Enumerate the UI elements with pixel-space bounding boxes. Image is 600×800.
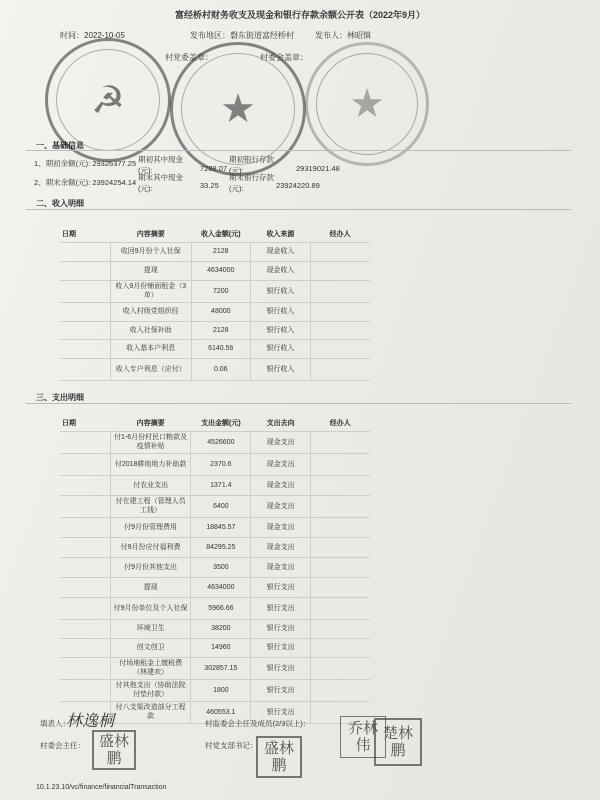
cell-handler bbox=[310, 321, 370, 339]
cell-date bbox=[60, 431, 110, 453]
cell-summary: 收入专户利息（应付） bbox=[110, 358, 191, 380]
closing-cash: 期末其中现金(元): bbox=[138, 173, 183, 193]
cell-amount: 4526600 bbox=[191, 431, 251, 453]
cell-source: 银行支出 bbox=[251, 577, 311, 597]
cell-source: 银行收入 bbox=[251, 280, 311, 302]
cell-amount: 38200 bbox=[191, 619, 251, 638]
cell-amount: 1800 bbox=[191, 679, 251, 701]
cell-handler bbox=[310, 495, 370, 517]
area-field: 发布地区：磐东街道富经桥村 bbox=[190, 31, 294, 40]
cell-date bbox=[60, 321, 110, 339]
party-stamp-icon: ☭ bbox=[45, 38, 171, 162]
expense-table bbox=[60, 417, 370, 724]
header-source: 收入来源 bbox=[266, 231, 295, 239]
cell-source: 现金支出 bbox=[251, 431, 311, 453]
cell-handler bbox=[310, 280, 370, 302]
cell-summary: 付八支渠改造部分工程款 bbox=[110, 701, 190, 723]
committee-stamp-icon: ★ bbox=[170, 42, 306, 176]
cell-date bbox=[60, 619, 110, 638]
secretary-seal-icon: 盛 林 鹏 bbox=[256, 736, 302, 778]
cell-date bbox=[60, 557, 110, 577]
cell-source: 银行支出 bbox=[251, 619, 311, 638]
table-row bbox=[60, 242, 370, 261]
closing-cash-value: 33.25 bbox=[200, 181, 219, 190]
opening-bank: 期初银行存款(元): bbox=[229, 155, 274, 175]
cell-summary: 创文创卫 bbox=[110, 638, 190, 657]
cell-source: 银行收入 bbox=[251, 321, 311, 339]
cell-source: 银行收入 bbox=[251, 358, 311, 380]
table-row bbox=[60, 280, 370, 302]
table-row bbox=[60, 321, 370, 339]
cell-summary: 提现 bbox=[110, 577, 190, 597]
cell-amount: 14960 bbox=[191, 638, 251, 657]
header-amount: 收入金额(元) bbox=[200, 231, 241, 239]
cell-summary: 付9月份其他支出 bbox=[110, 557, 190, 577]
table-row bbox=[60, 619, 370, 638]
cell-amount: 6400 bbox=[191, 495, 251, 517]
cell-amount: 48000 bbox=[191, 302, 251, 321]
page-title: 富经桥村财务收支及现金和银行存款余额公开表（2022年9月） bbox=[174, 10, 426, 20]
cell-summary: 付2018耕地地力补助款 bbox=[110, 453, 190, 475]
cell-date bbox=[60, 358, 110, 380]
cell-handler bbox=[310, 517, 370, 537]
cell-summary: 提现 bbox=[110, 261, 191, 280]
income-header-row bbox=[60, 228, 370, 242]
cell-date bbox=[60, 280, 110, 302]
table-row bbox=[60, 261, 370, 280]
table-row bbox=[60, 537, 370, 557]
cell-amount: 6140.56 bbox=[191, 339, 251, 358]
header-handler: 经办人 bbox=[329, 231, 351, 239]
cell-source: 现金支出 bbox=[251, 495, 311, 517]
cell-amount: 302857.15 bbox=[191, 657, 251, 679]
cell-amount: 3500 bbox=[191, 557, 251, 577]
cell-amount: 2370.6 bbox=[191, 453, 251, 475]
cell-source: 现金支出 bbox=[251, 453, 311, 475]
expense-header-row bbox=[60, 417, 370, 431]
cell-summary: 付1-6月份村民口粮款及疫情补贴 bbox=[110, 431, 190, 453]
cell-handler bbox=[310, 577, 370, 597]
divider bbox=[26, 150, 571, 151]
closing-bank-value: 23924220.89 bbox=[276, 181, 320, 190]
cell-handler bbox=[310, 339, 370, 358]
supervise-stamp-icon: ★ bbox=[305, 42, 429, 166]
cell-amount: 5966.66 bbox=[191, 597, 251, 619]
cell-summary: 收入基本户利息 bbox=[110, 339, 191, 358]
table-row bbox=[60, 495, 370, 517]
table-row bbox=[60, 597, 370, 619]
time-field: 时间：2022-10-05 bbox=[60, 31, 125, 40]
cell-date bbox=[60, 339, 110, 358]
cell-amount: 2128 bbox=[191, 242, 251, 261]
header-destination: 支出去向 bbox=[266, 420, 295, 428]
cell-handler bbox=[310, 475, 370, 495]
cell-summary: 付在建工程（管理人员工钱） bbox=[110, 495, 190, 517]
director-label: 村委会主任： bbox=[40, 741, 85, 750]
table-row bbox=[60, 638, 370, 657]
cell-source: 银行支出 bbox=[251, 657, 311, 679]
cell-source: 现金支出 bbox=[251, 517, 311, 537]
cell-source: 现金收入 bbox=[251, 242, 311, 261]
cell-handler bbox=[310, 679, 370, 701]
cell-source: 现金收入 bbox=[251, 261, 311, 280]
section-basic-title: 一、基础信息 bbox=[36, 141, 84, 150]
opening-balance: 1、期初余额(元): 29326377.25 bbox=[34, 159, 137, 168]
cell-amount: 4634000 bbox=[191, 577, 251, 597]
cell-date bbox=[60, 577, 110, 597]
header-summary: 内容摘要 bbox=[136, 231, 165, 239]
table-row bbox=[60, 453, 370, 475]
cell-handler bbox=[310, 302, 370, 321]
cell-handler bbox=[310, 657, 370, 679]
table-row bbox=[60, 557, 370, 577]
section-income-title: 二、收入明细 bbox=[36, 199, 84, 208]
cell-date bbox=[60, 495, 110, 517]
cell-amount: 460553.1 bbox=[191, 701, 251, 723]
cell-handler bbox=[310, 358, 370, 380]
table-row bbox=[60, 358, 370, 380]
cell-source: 现金支出 bbox=[251, 475, 311, 495]
source-url: 10.1.23.10/vc/finance/financialTransaction bbox=[36, 784, 167, 791]
header-date: 日期 bbox=[62, 231, 76, 239]
cell-summary: 收入村级党组织经 bbox=[110, 302, 191, 321]
cell-handler bbox=[310, 431, 370, 453]
table-row bbox=[60, 657, 370, 679]
cell-amount: 18845.57 bbox=[191, 517, 251, 537]
cell-date bbox=[60, 537, 110, 557]
cell-handler bbox=[310, 537, 370, 557]
cell-amount: 0.06 bbox=[191, 358, 251, 380]
supervise-seal-2-icon: 楚 林 鹏 bbox=[374, 718, 422, 766]
header-amount: 支出金额(元) bbox=[201, 420, 241, 428]
header-handler: 经办人 bbox=[329, 420, 351, 428]
cell-date bbox=[60, 302, 110, 321]
opening-cash: 期初其中现金(元): bbox=[138, 155, 183, 175]
publisher-field: 发布人：林昭慎 bbox=[315, 31, 371, 40]
closing-balance: 2、期末余额(元): 23924254.14 bbox=[34, 178, 137, 187]
closing-bank: 期末银行存款(元): bbox=[229, 173, 274, 193]
filler-signature: 林逸桐 bbox=[66, 711, 115, 730]
cell-source: 银行收入 bbox=[251, 302, 311, 321]
cell-source: 现金支出 bbox=[251, 537, 311, 557]
cell-summary: 收入9月份铺面租金（3单） bbox=[110, 280, 191, 302]
opening-bank-value: 29319021.48 bbox=[296, 164, 340, 173]
cell-amount: 4634000 bbox=[191, 261, 251, 280]
divider bbox=[26, 403, 571, 404]
table-row bbox=[60, 475, 370, 495]
cell-summary: 付其他支出（协助法院付垫付款） bbox=[110, 679, 190, 701]
cell-date bbox=[60, 475, 110, 495]
cell-amount: 2128 bbox=[191, 321, 251, 339]
cell-summary: 收回9月份个人社保 bbox=[110, 242, 191, 261]
header-summary: 内容摘要 bbox=[136, 420, 165, 428]
director-seal-icon: 盛 林 鹏 bbox=[92, 730, 136, 770]
cell-handler bbox=[310, 619, 370, 638]
cell-summary: 环境卫生 bbox=[110, 619, 190, 638]
party-seal-label: 村党委盖章： bbox=[165, 53, 213, 62]
table-row bbox=[60, 517, 370, 537]
cell-summary: 付场地租金上缴税费（林建欢） bbox=[110, 657, 190, 679]
cell-source: 银行支出 bbox=[251, 638, 311, 657]
cell-handler bbox=[310, 261, 370, 280]
cell-date bbox=[60, 453, 110, 475]
supervise-label: 村监委会主任及成员(2/3以上)： bbox=[205, 719, 311, 728]
cell-date bbox=[60, 638, 110, 657]
cell-source: 银行支出 bbox=[251, 597, 311, 619]
cell-source: 银行支出 bbox=[251, 701, 311, 723]
cell-summary: 付农业支出 bbox=[110, 475, 190, 495]
income-table bbox=[60, 228, 370, 381]
table-row bbox=[60, 577, 370, 597]
cell-amount: 84295.25 bbox=[191, 537, 251, 557]
cell-amount: 7200 bbox=[191, 280, 251, 302]
cell-handler bbox=[310, 557, 370, 577]
committee-seal-label: 村委会盖章： bbox=[260, 53, 308, 62]
cell-date bbox=[60, 657, 110, 679]
cell-date bbox=[60, 679, 110, 701]
secretary-label: 村党支部书记： bbox=[205, 741, 258, 750]
opening-cash-value: 7288.07 bbox=[200, 164, 228, 173]
table-row bbox=[60, 679, 370, 701]
cell-handler bbox=[310, 242, 370, 261]
section-expense-title: 三、支出明细 bbox=[36, 393, 84, 402]
cell-amount: 1371.4 bbox=[191, 475, 251, 495]
table-row bbox=[60, 302, 370, 321]
cell-source: 银行支出 bbox=[251, 679, 311, 701]
table-row bbox=[60, 339, 370, 358]
cell-summary: 收入社保补助 bbox=[110, 321, 191, 339]
header-date: 日期 bbox=[62, 420, 76, 428]
cell-handler bbox=[310, 638, 370, 657]
cell-summary: 付9月份单位及个人社保 bbox=[110, 597, 190, 619]
cell-date bbox=[60, 597, 110, 619]
cell-summary: 付9月份应付福利费 bbox=[110, 537, 190, 557]
cell-date bbox=[60, 261, 110, 280]
cell-summary: 付9月份管理费用 bbox=[110, 517, 190, 537]
divider bbox=[26, 209, 571, 210]
cell-source: 银行收入 bbox=[251, 339, 311, 358]
cell-date bbox=[60, 517, 110, 537]
cell-handler bbox=[310, 597, 370, 619]
cell-handler bbox=[310, 453, 370, 475]
table-row bbox=[60, 431, 370, 453]
cell-source: 现金支出 bbox=[251, 557, 311, 577]
cell-date bbox=[60, 242, 110, 261]
supervise-seal-icon: 乔 林 伟 bbox=[340, 716, 386, 758]
filler-label: 填表人： bbox=[40, 719, 70, 728]
